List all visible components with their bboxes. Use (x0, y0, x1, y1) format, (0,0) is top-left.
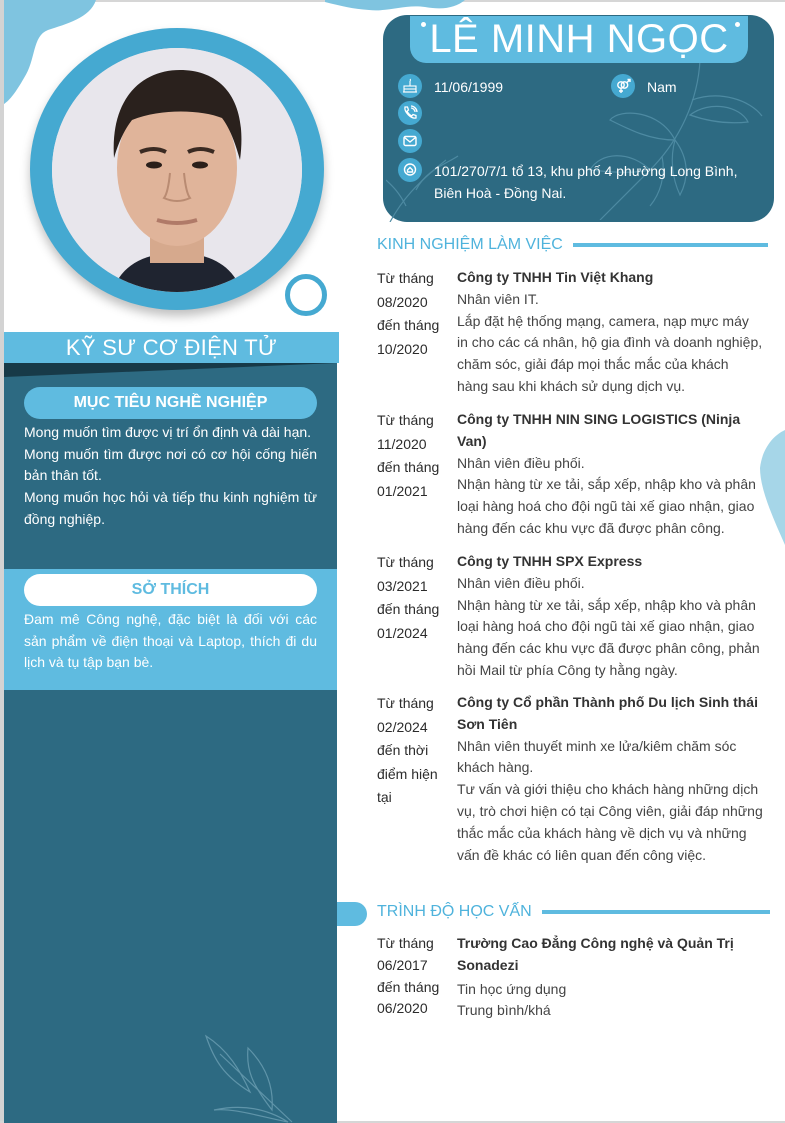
date-line: Từ tháng (377, 412, 434, 428)
location-pin-icon (398, 158, 422, 182)
goal-title: MỤC TIÊU NGHỀ NGHIỆP (73, 394, 268, 411)
experience-date (377, 409, 457, 540)
date-line: 03/2021 (377, 577, 428, 594)
name-plate (410, 16, 748, 63)
name-plate-dot (421, 22, 426, 27)
company-name: Công ty Cổ phần Thành phố Du lịch Sinh thái Sơn Tiên (457, 694, 758, 732)
job-role: Nhân viên thuyết minh xe lửa/kiêm chăm sóc khách hàng. (457, 737, 737, 776)
phone-icon[interactable] (398, 101, 422, 125)
education-entry (377, 933, 767, 1022)
goal-line: Mong muốn học hỏi và tiếp thu kinh nghiệm từ đồng nghiệp. (24, 489, 317, 527)
section-rule (542, 910, 770, 914)
experience-body (457, 409, 763, 540)
date-line: 10/2020 (377, 340, 428, 357)
date-line: Từ tháng (377, 935, 434, 951)
education-title: TRÌNH ĐỘ HỌC VẤN (377, 903, 532, 920)
title-bar-shadow (4, 363, 337, 377)
person-portrait-icon (52, 48, 302, 292)
goal-line: Mong muốn tìm được vị trí ổn định và dài hạn. (24, 424, 312, 440)
address-value: 101/270/7/1 tổ 13, khu phố 4 phường Long Bình, Biên Hoà - Đồng Nai. (434, 163, 738, 201)
job-role: Nhân viên điều phối. (457, 574, 585, 591)
experience-entry (377, 551, 767, 682)
job-description: Nhận hàng từ xe tải, sắp xếp, nhập kho và phân loại hàng hoá cho đội ngũ tài xế giao nhận, giao hàng đến các khu vực đã được phân công, phản hồi Mail từ phía Công ty hằng ngày. (457, 596, 760, 678)
photo-accent-dot (285, 274, 327, 316)
birthday-cake-icon (398, 74, 422, 98)
experience-date (377, 692, 457, 866)
date-line: đến thời (377, 742, 429, 758)
experience-body (457, 267, 763, 398)
date-line: 01/2024 (377, 624, 428, 641)
hobby-text: Đam mê Công nghệ, đặc biệt là đối với các sản phẩm về điện thoại và Laptop, thích đi du lịch và tụ tập bạn bè. (24, 611, 317, 671)
hobby-title: SỞ THÍCH (131, 581, 210, 598)
job-title-bar (4, 332, 339, 363)
date-line: 06/2017 (377, 956, 428, 973)
education-date (377, 933, 457, 1022)
experience-date (377, 551, 457, 682)
job-description: Tư vấn và giới thiệu cho khách hàng những dịch vụ, trò chơi hiện có tại Công viên, giải đáp những thắc mắc của khách hàng về dịch vụ và những vấn đề khác có liên quan đến công việc. (457, 781, 763, 863)
company-name: Công ty TNHH SPX Express (457, 553, 643, 569)
date-line: Từ tháng (377, 695, 434, 711)
date-line: Từ tháng (377, 554, 434, 570)
experience-entry (377, 267, 767, 398)
job-title: KỸ SƯ CƠ ĐIỆN TỬ (65, 334, 278, 360)
job-description: Lắp đặt hệ thống mạng, camera, nạp mực máy in cho các cá nhân, hộ gia đình và doanh nghiệp, chăm sóc, giải đáp mọi thắc mắc của khách hàng sau khi khách sử dụng dịch vụ. (457, 312, 763, 394)
job-role: Nhân viên IT. (457, 290, 539, 307)
company-name: Công ty TNHH NIN SING LOGISTICS (Ninja Van) (457, 411, 741, 449)
hobby-section-header (24, 574, 317, 606)
education-body (457, 933, 763, 1022)
date-line: đến tháng (377, 601, 440, 617)
date-line: 11/2020 (377, 435, 427, 452)
experience-title: KINH NGHIỆM LÀM VIỆC (377, 236, 563, 253)
gender-value: Nam (647, 79, 677, 95)
goal-section-header (24, 387, 317, 419)
full-name: LÊ MINH NGỌC (429, 17, 729, 61)
date-line: 01/2021 (377, 482, 428, 499)
date-line: 02/2024 (377, 718, 428, 735)
profile-photo-frame (30, 28, 324, 310)
experience-body (457, 551, 763, 682)
gender-icon (611, 74, 635, 98)
decorative-blob-top (325, 0, 465, 14)
experience-entry (377, 692, 767, 866)
date-line: đến tháng (377, 459, 440, 475)
experience-entry (377, 409, 767, 540)
experience-date (377, 267, 457, 398)
goal-line: Mong muốn tìm được nơi có cơ hội cống hiến bản thân tốt. (24, 445, 317, 484)
education-section-header (377, 903, 770, 921)
school-name: Trường Cao Đẳng Công nghệ và Quản Trị Sonadezi (457, 935, 734, 973)
job-description: Nhận hàng từ xe tải, sắp xếp, nhập kho và phân loại hàng hoá cho đội ngũ tài xế giao nhận, giao hàng đến các khu vực đã được phân công. (457, 476, 756, 536)
date-line: đến tháng (377, 978, 440, 995)
date-line: 08/2020 (377, 293, 428, 310)
date-line: điểm hiện (377, 765, 438, 782)
grade: Trung bình/khá (457, 1002, 551, 1019)
name-plate-dot (735, 22, 740, 27)
section-rule (573, 243, 768, 247)
leaf-decoration-icon (200, 1030, 300, 1123)
date-line: Từ tháng (377, 270, 434, 286)
education-tab-accent (337, 902, 367, 926)
date-line: tại (377, 789, 392, 805)
major: Tin học ứng dụng (457, 980, 567, 997)
experience-section-header (377, 236, 768, 254)
company-name: Công ty TNHH Tin Việt Khang (457, 269, 654, 285)
avatar (52, 48, 302, 292)
email-icon[interactable] (398, 129, 422, 153)
date-line: đến tháng (377, 317, 440, 333)
goal-text (24, 422, 317, 531)
experience-body (457, 692, 763, 866)
date-line: 06/2020 (377, 1000, 428, 1017)
birthdate-value: 11/06/1999 (434, 79, 504, 95)
job-role: Nhân viên điều phối. (457, 454, 585, 471)
